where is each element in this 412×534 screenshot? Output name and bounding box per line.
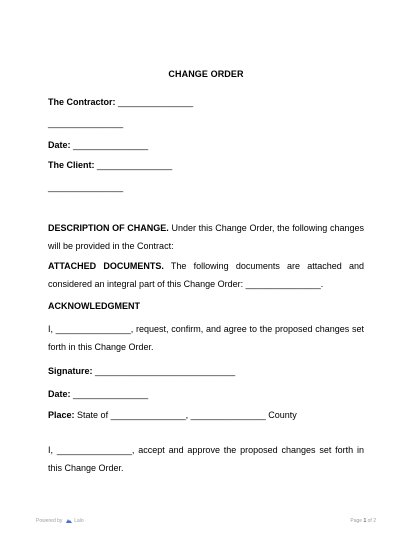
date-line (48, 140, 148, 150)
page-prefix: Page (350, 518, 363, 524)
contractor-line (48, 97, 193, 107)
client-blank: _______________ (97, 160, 173, 170)
footer-page-number (350, 518, 376, 524)
accept-paragraph: I, _______________, accept and approve the proposed changes set forth in this Change Order. (48, 445, 364, 473)
contractor-second-line: _______________ (48, 118, 124, 128)
acknowledgment-heading: ACKNOWLEDGMENT (48, 301, 140, 311)
contractor-blank: _______________ (118, 97, 194, 107)
date2-blank: _______________ (73, 389, 149, 399)
place-text: State of _______________, _______________ County (77, 410, 297, 420)
date-blank: _______________ (73, 140, 149, 150)
attached-heading: ATTACHED DOCUMENTS. (48, 261, 164, 271)
attached-section (48, 258, 364, 293)
client-label: The Client: (48, 160, 95, 170)
description-text: Under this Change Order, the following changes will be provided in the Contract: (48, 223, 364, 251)
page-current: 1 (363, 518, 367, 524)
client-second-line: _______________ (48, 182, 124, 192)
attached-text: The following documents are attached and considered an integral part of this Change Order: _______________. (48, 261, 364, 289)
page-suffix: of 2 (367, 518, 376, 524)
lalo-logo-icon (66, 519, 72, 523)
ack-paragraph: I, _______________, request, confirm, and agree to the proposed changes set forth in this Change Order. (48, 324, 364, 352)
date2-label: Date: (48, 389, 71, 399)
contractor-label: The Contractor: (48, 97, 116, 107)
signature-line (48, 366, 235, 376)
document-title: CHANGE ORDER (168, 69, 244, 79)
powered-by-text: Powered by (36, 518, 63, 524)
description-section (48, 220, 364, 255)
date2-line (48, 389, 148, 399)
brand-name: Lalo (74, 518, 84, 524)
footer-powered-by (36, 518, 84, 524)
signature-label: Signature: (48, 366, 93, 376)
client-line (48, 160, 172, 170)
date-label: Date: (48, 140, 71, 150)
place-line (48, 410, 297, 420)
signature-blank: ____________________________ (95, 366, 236, 376)
description-heading: DESCRIPTION OF CHANGE. (48, 223, 169, 233)
place-label: Place: (48, 410, 75, 420)
